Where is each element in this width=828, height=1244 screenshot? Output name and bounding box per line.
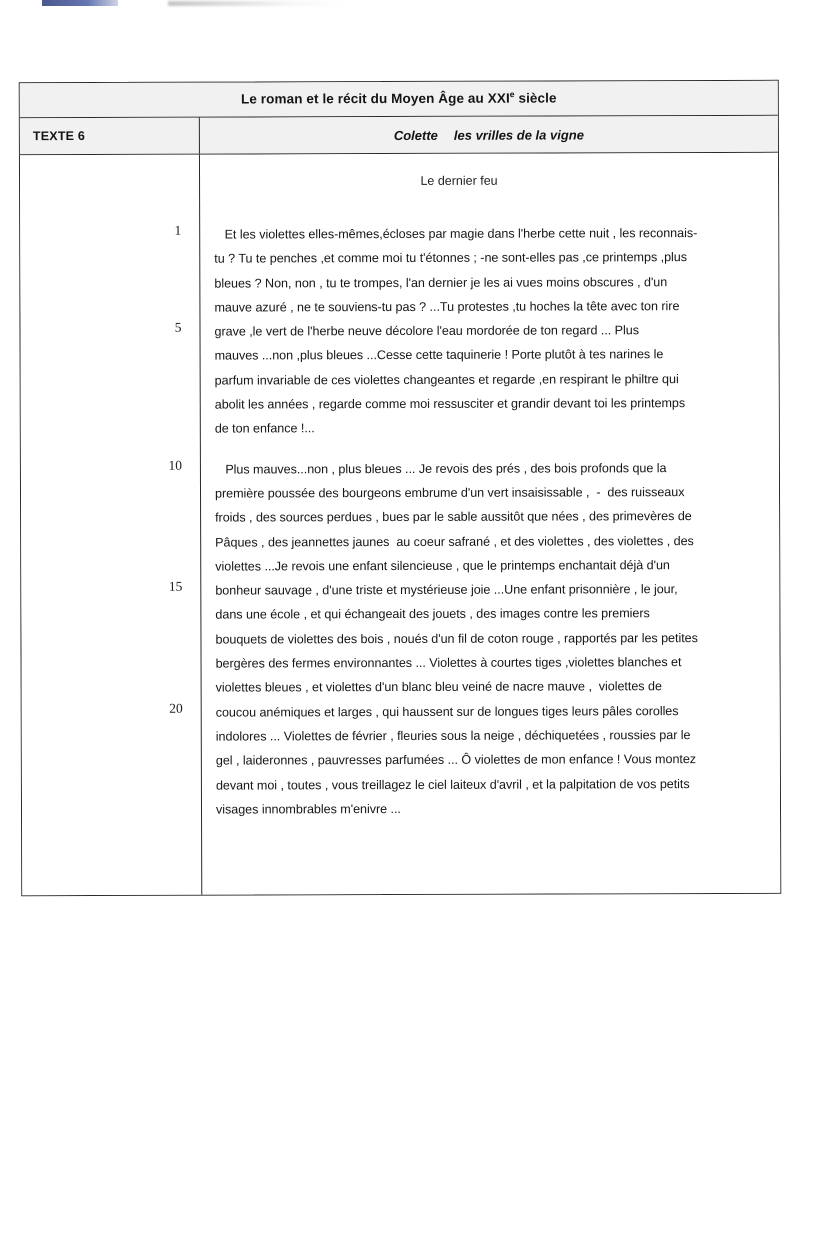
excerpt-paragraphs [214,221,762,822]
text-line: bonheur sauvage , d'une triste et mystérieuse joie ...Une enfant prisonnière , le jour, [215,582,678,598]
line-number: 15 [168,579,183,595]
smudge-artifact [168,1,348,6]
paragraph-2 [215,456,762,822]
author-name: Colette [393,127,438,143]
source-row [20,116,778,155]
text-line: Plus mauves...non , plus bleues ... Je revois des prés , des bois profonds que la [214,460,667,477]
line-number: 5 [174,320,182,336]
excerpt-text-column [200,153,780,895]
excerpt-heading: Le dernier feu [420,173,498,188]
text-line: violettes bleues , et violettes d'un blanc bleu veiné de nacre mauve , violettes de [215,679,662,695]
text-line: Pâques , des jeannettes jaunes au coeur safrané , et des violettes , des violettes , des [215,533,694,550]
text-line: première poussée des bourgeons embrume d'un vert insaisissable , - des ruisseaux [214,485,685,501]
text-line: froids , des sources perdues , bues par le sable aussitôt que nées , des primevères de [215,509,692,525]
text-line: mauve azuré , ne te souviens-tu pas ? ...Tu protestes ,tu hoches la tête avec ton rire [214,299,680,315]
text-line: mauves ...non ,plus bleues ...Cesse cette taquinerie ! Porte plutôt à tes narines le [214,347,664,364]
text-line: Et les violettes elles-mêmes,écloses par magie dans l'herbe cette nuit , les reconnais- [214,226,698,242]
line-number: 10 [168,457,182,473]
text-line: visages innombrables m'enivre ... [215,801,401,817]
text-line: indolores ... Violettes de février , fleuries sous la neige , déchiquetées , roussies par le [215,728,691,744]
line-number: 1 [174,222,182,238]
source-reference-cell [200,116,778,154]
line-number-column [20,155,202,896]
line-number: 20 [169,700,183,716]
text-line: abolit les années , regarde comme moi ressusciter et grandir devant toi les printemps [214,396,686,412]
text-line: bergères des fermes environnantes ... Violettes à courtes tiges ,violettes blanches et [215,655,682,671]
texte-number-cell [20,118,200,155]
work-title: les vrilles de la vigne [453,126,584,143]
text-line: de ton enfance !... [214,421,315,436]
paragraph-1 [214,221,761,441]
text-excerpt-table [19,80,782,896]
table-banner-row [20,81,778,118]
text-line: dans une école , et qui échangeait des jouets , des images contre les premiers [215,606,650,623]
banner-title-suffix: siècle [514,90,557,106]
banner-title-superscript: e [509,89,515,100]
texte-label: TEXTE 6 [32,128,86,144]
text-line: gel , laideronnes , pauvresses parfumées ... Ô violettes de mon enfance ! Vous montez [215,752,697,768]
text-line: violettes ...Je revois une enfant silencieuse , que le printemps enchantait déjà d'un [215,558,670,574]
text-line: grave ,le vert de l'herbe neuve décolore l'eau mordorée de ton regard ... Plus [214,323,639,339]
excerpt-row [20,153,780,895]
text-line: devant moi , toutes , vous treillagez le ciel laiteux d'avril , et la palpitation de vos petits [215,776,690,793]
banner-title [26,90,772,107]
text-line: bouquets de violettes des bois , noués d'un fil de coton rouge , rapportés par les petites [215,630,698,647]
text-line: parfum invariable de ces violettes changeantes et regarde ,en respirant le philtre qui [214,371,679,388]
text-line: tu ? Tu te penches ,et comme moi tu t'étonnes ; -ne sont-elles pas ,ce printemps ,plus [214,250,688,266]
text-line: bleues ? Non, non , tu te trompes, l'an dernier je les ai vues moins obscures , d'un [214,274,668,291]
blue-bar-artifact [42,0,118,6]
text-line: coucou anémiques et larges , qui haussent sur de longues tiges leurs pâles corolles [215,703,679,720]
scan-artifact-strip [0,0,828,10]
banner-title-main: Le roman et le récit du Moyen Âge au XXI [240,90,510,107]
